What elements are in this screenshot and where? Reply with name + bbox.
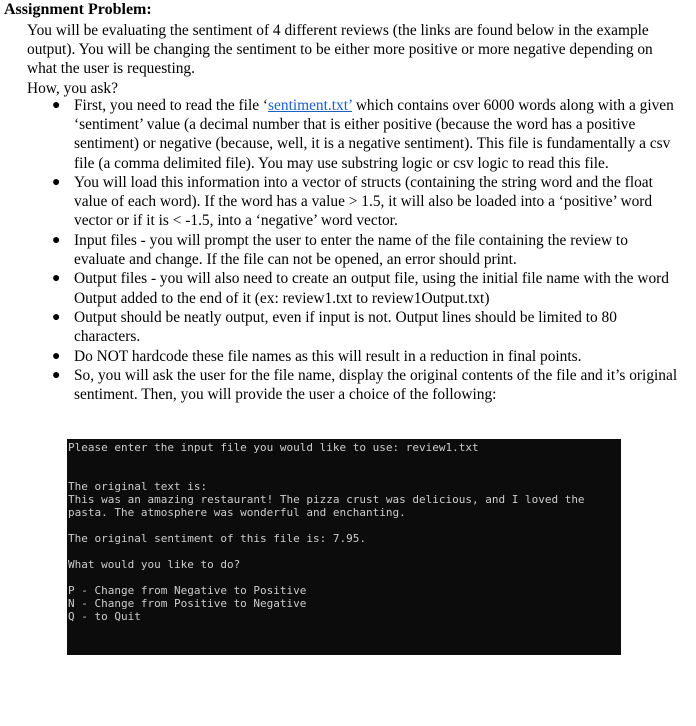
console-prompt-line: Please enter the input file you would like to use: review1.txt bbox=[68, 441, 479, 454]
console-option-q: Q - to Quit bbox=[68, 610, 141, 623]
bullet-icon: ● bbox=[52, 309, 61, 325]
bullet-text: Output should be neatly output, even if input is not. Output lines should be limited to 80 characters. bbox=[74, 308, 617, 346]
console-question-line: What would you like to do? bbox=[68, 558, 241, 571]
console-text-line: This was an amazing restaurant! The pizza crust was delicious, and I loved the bbox=[68, 493, 585, 506]
bullet-text: Input files - you will prompt the user to enter the name of the file containing the review to evaluate and change. If the file can not be opened, an error should print. bbox=[74, 231, 628, 268]
assignment-heading: Assignment Problem: bbox=[4, 1, 152, 18]
console-original-label: The original text is: bbox=[68, 480, 208, 493]
bullet-icon: ● bbox=[52, 271, 61, 287]
console-text-line: pasta. The atmosphere was wonderful and enchanting. bbox=[68, 506, 406, 519]
bullet-text: Output files - you will also need to create an output file, using the initial file name with the word Output added to the end of it (ex: review1.txt to review1Output.txt) bbox=[74, 270, 669, 307]
console-sentiment-line: The original sentiment of this file is: 7.95. bbox=[68, 532, 367, 545]
console-option-n: N - Change from Positive to Negative bbox=[68, 597, 307, 610]
bullet-icon: ● bbox=[52, 232, 61, 248]
how-question: How, you ask? bbox=[27, 80, 118, 97]
list-item bbox=[0, 96, 696, 173]
console-output-screenshot bbox=[67, 439, 621, 655]
instruction-list bbox=[0, 96, 696, 405]
bullet-icon: ● bbox=[52, 348, 61, 364]
bullet-text-pre: First, you need to read the file ‘ bbox=[74, 97, 269, 114]
list-item bbox=[0, 366, 696, 404]
list-item bbox=[0, 347, 696, 366]
bullet-text: You will load this information into a vector of structs (containing the string word and the float value of each word). If the word has a value > 1.5, it will also be loaded into a ‘positive’ word vector or if it is < -1.5, into a ‘negative’ word vector. bbox=[74, 174, 653, 230]
bullet-icon: ● bbox=[52, 98, 61, 113]
list-item bbox=[0, 173, 696, 231]
list-item bbox=[0, 231, 696, 269]
bullet-icon: ● bbox=[52, 367, 61, 383]
list-item bbox=[0, 269, 696, 307]
console-option-p: P - Change from Negative to Positive bbox=[68, 584, 307, 597]
bullet-text: Do NOT hardcode these file names as this will result in a reduction in final points. bbox=[74, 347, 582, 365]
sentiment-file-link[interactable]: sentiment.txt’ bbox=[268, 97, 352, 114]
intro-paragraph: You will be evaluating the sentiment of 4 different reviews (the links are found below in the example output). You will be changing the sentiment to be either more positive or more negative depending on what the user is requesting. bbox=[27, 22, 653, 78]
bullet-text: So, you will ask the user for the file name, display the original contents of the file and it’s original sentiment. Then, you will provide the user a choice of the following: bbox=[74, 366, 678, 404]
list-item bbox=[0, 308, 696, 346]
bullet-text-post: which contains over 6000 words along with a given ‘sentiment’ value (a decimal number that is either positive (because the word has a positive sentiment) or negative (because, well, it is a negative sentiment). This file is fundamentally a csv file (a comma delimited file). You may use substring logic or csv logic to read this file. bbox=[74, 97, 674, 172]
bullet-icon: ● bbox=[52, 175, 61, 190]
